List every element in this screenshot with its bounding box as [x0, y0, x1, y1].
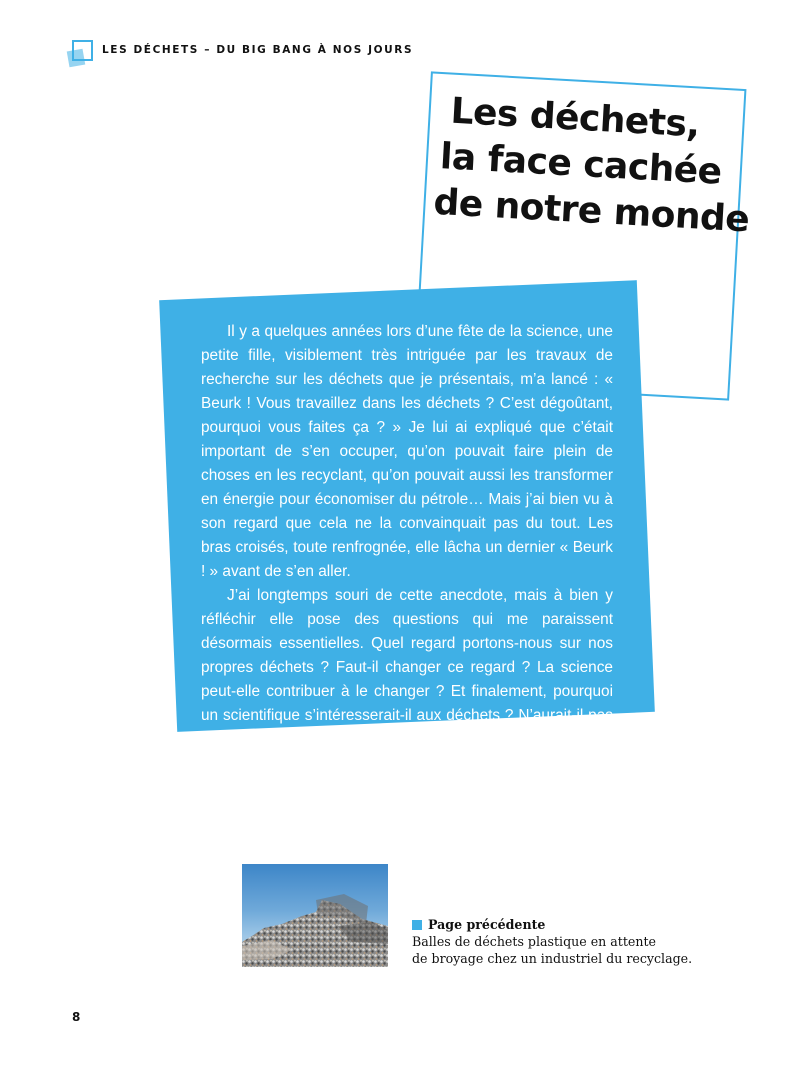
waste-bales-illustration — [242, 864, 388, 967]
caption-title: Page précédente — [428, 917, 546, 932]
running-header — [66, 38, 486, 68]
chapter-title — [432, 88, 751, 243]
square-bullet-icon — [412, 920, 422, 930]
recycling-bales-photo — [242, 864, 388, 967]
caption-body: Balles de déchets plastique en attente de broyage chez un industriel du recyclage. — [412, 934, 693, 966]
page-number: 8 — [72, 1010, 81, 1024]
chapter-title-line: la face cachée — [439, 136, 723, 193]
chapter-title-line: de notre monde — [432, 181, 751, 241]
photo-caption — [412, 916, 712, 967]
intro-paragraph: J’ai longtemps souri de cette anecdote, mais à bien y réfléchir elle pose des questions qui me paraissent désormais essentielles. Quel regard portons-nous sur nos propres déchets ? Faut-il changer ce regard ? La science peut-elle contribuer à le changer ? Et finalement, pourquoi un scientifique s’intéresserait-il aux déchets ? N’aurait-il pas des sujets de recherche plus sérieux à traiter ? — [201, 587, 613, 748]
running-title: LES DÉCHETS – DU BIG BANG À NOS JOURS — [102, 44, 414, 56]
intro-text — [201, 320, 613, 752]
intro-paragraph: Il y a quelques années lors d’une fête de la science, une petite fille, visiblement très intriguée par les travaux de recherche sur les déchets que je présentais, m’a lancé : « Beurk ! Vous travaillez dans les déchets ? C’est dégoûtant, pourquoi vous faites ça ? » Je lui ai expliqué que c’était important de s’en occuper, qu’on pouvait faire plein de choses en les recyclant, qu’on pouvait aussi les transformer en énergie pour économiser du pétrole… Mais j’ai bien vu à son regard que cela ne la convainquait pas du tout. Les bras croisés, toute renfrognée, elle lâcha un dernier « Beurk ! » avant de s’en aller. — [201, 323, 613, 580]
caption-title-row — [412, 916, 712, 933]
chapter-title-line: Les déchets, — [449, 90, 701, 146]
logo-square-outline — [72, 40, 93, 61]
